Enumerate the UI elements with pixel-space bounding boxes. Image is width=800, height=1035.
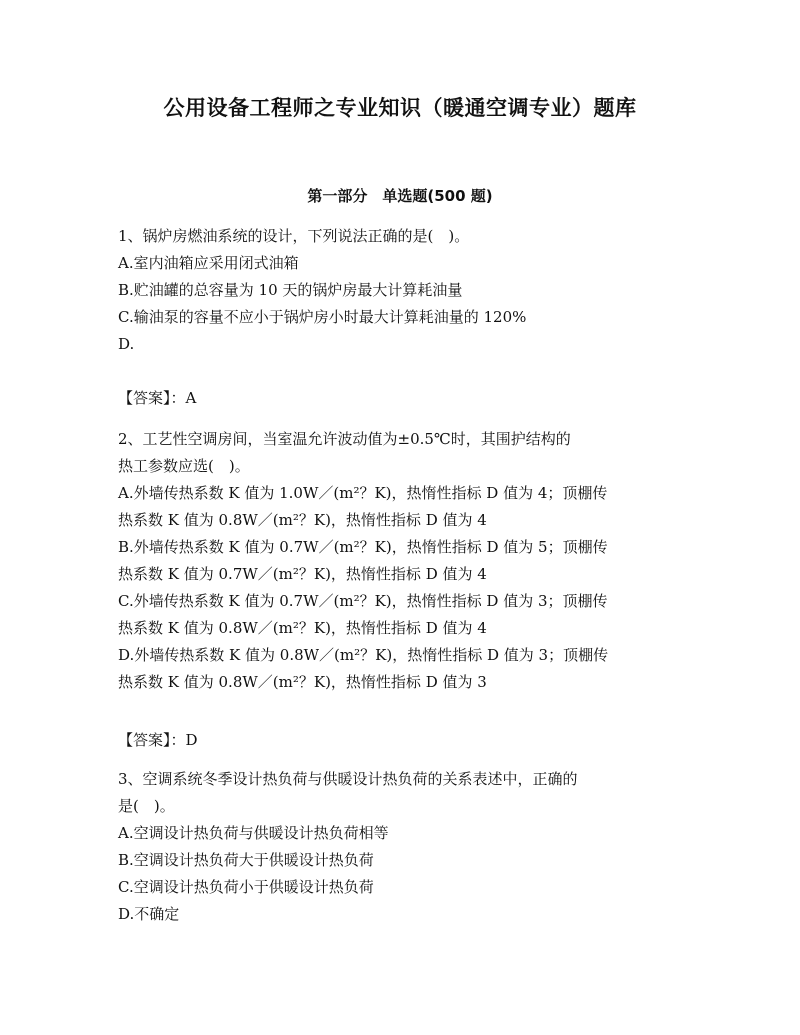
question-1-answer: 【答案】：A xyxy=(118,389,197,407)
question-1-stem: 1、锅炉房燃油系统的设计，下列说法正确的是( )。 xyxy=(118,227,470,245)
question-2-option-a-line-1: A.外墙传热系数 K 值为 1.0W／(m²？K)，热惰性指标 D 值为 4；顶棚传 xyxy=(118,484,608,502)
question-3-stem-line-1: 3、空调系统冬季设计热负荷与供暖设计热负荷的关系表述中，正确的 xyxy=(118,770,578,788)
question-2-option-c-line-2: 热系数 K 值为 0.8W／(m²？K)，热惰性指标 D 值为 4 xyxy=(118,619,487,637)
question-3-option-b: B.空调设计热负荷大于供暖设计热负荷 xyxy=(118,851,374,869)
document-title: 公用设备工程师之专业知识（暖通空调专业）题库 xyxy=(163,96,637,120)
question-1-option-a: A.室内油箱应采用闭式油箱 xyxy=(118,254,299,272)
question-3-option-d: D.不确定 xyxy=(118,905,180,923)
question-1-option-b: B.贮油罐的总容量为 10 天的锅炉房最大计算耗油量 xyxy=(118,281,463,299)
question-1-option-c: C.输油泵的容量不应小于锅炉房小时最大计算耗油量的 120% xyxy=(118,308,527,326)
question-2-option-d-line-1: D.外墙传热系数 K 值为 0.8W／(m²？K)，热惰性指标 D 值为 3；顶棚传 xyxy=(118,646,609,664)
question-3-option-a: A.空调设计热负荷与供暖设计热负荷相等 xyxy=(118,824,389,842)
question-1-option-d: D. xyxy=(118,335,135,353)
question-2-option-c-line-1: C.外墙传热系数 K 值为 0.7W／(m²？K)，热惰性指标 D 值为 3；顶棚传 xyxy=(118,592,608,610)
question-2-stem-line-2: 热工参数应选( )。 xyxy=(118,457,250,475)
question-2-option-b-line-2: 热系数 K 值为 0.7W／(m²？K)，热惰性指标 D 值为 4 xyxy=(118,565,487,583)
question-3-stem-line-2: 是( )。 xyxy=(118,797,175,815)
question-3-option-c: C.空调设计热负荷小于供暖设计热负荷 xyxy=(118,878,374,896)
question-2-option-b-line-1: B.外墙传热系数 K 值为 0.7W／(m²？K)，热惰性指标 D 值为 5；顶棚传 xyxy=(118,538,608,556)
question-2-option-d-line-2: 热系数 K 值为 0.8W／(m²？K)，热惰性指标 D 值为 3 xyxy=(118,673,487,691)
question-2-answer: 【答案】：D xyxy=(118,731,198,749)
section-title: 第一部分 单选题(500 题) xyxy=(307,187,493,205)
question-2-stem-line-1: 2、工艺性空调房间，当室温允许波动值为±0.5℃时，其围护结构的 xyxy=(118,430,571,448)
question-2-option-a-line-2: 热系数 K 值为 0.8W／(m²？K)，热惰性指标 D 值为 4 xyxy=(118,511,487,529)
